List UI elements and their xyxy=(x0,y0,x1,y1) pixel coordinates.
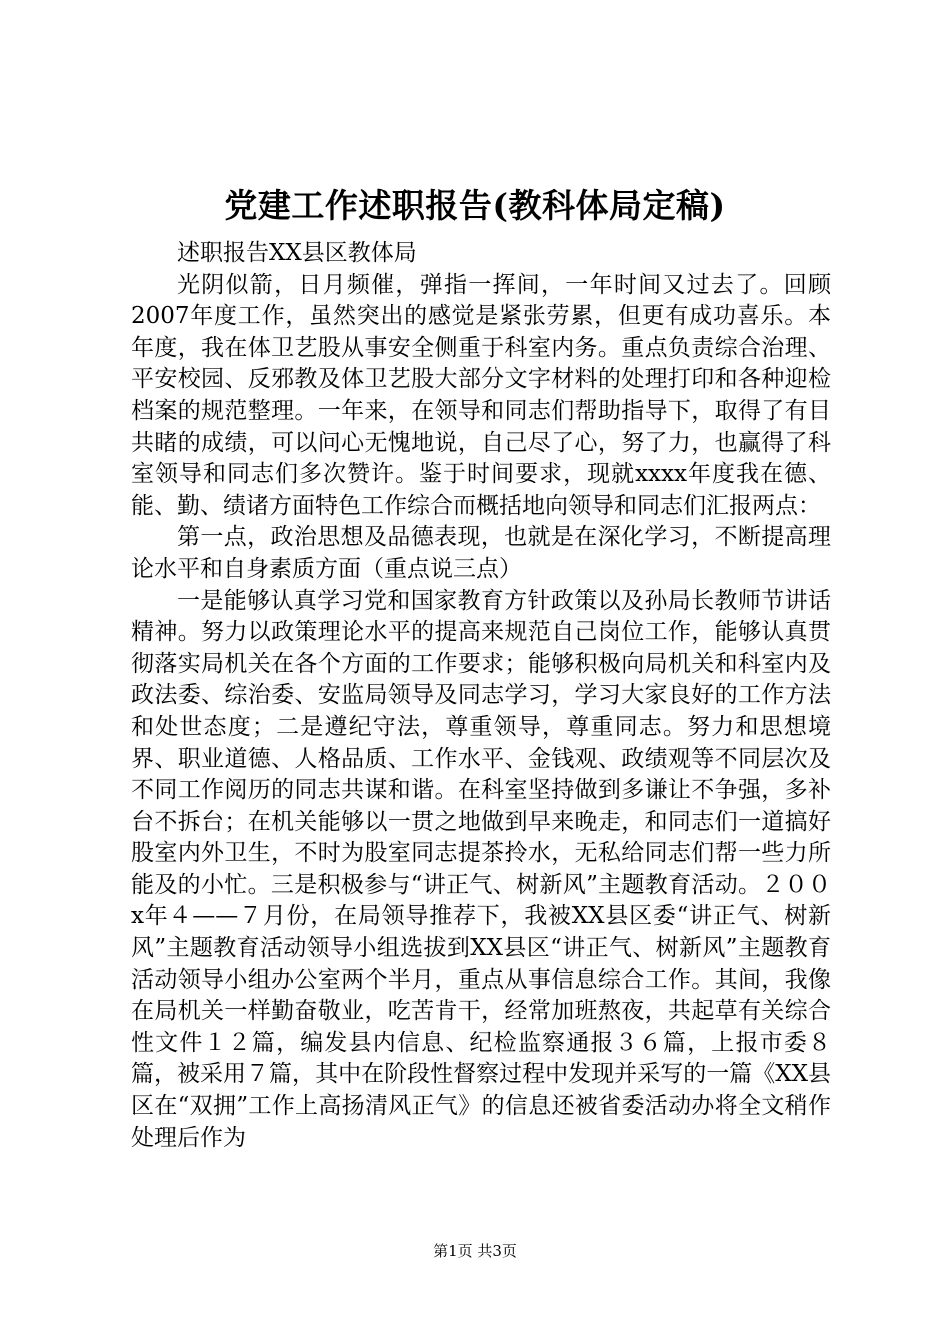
paragraph-point-one: 第一点，政治思想及品德表现，也就是在深化学习，不断提高理论水平和自身素质方面（重点说三点） xyxy=(131,524,831,582)
paragraph-intro: 光阴似箭，日月频催，弹指一挥间，一年时间又过去了。回顾2007年度工作，虽然突出的感觉是紧张劳累，但更有成功喜乐。本年度，我在体卫艺股从事安全侧重于科室内务。重点负责综合治理、平安校园、反邪教及体卫艺股大部分文字材料的处理打印和各种迎检档案的规范整理。一年来，在领导和同志们帮助指导下，取得了有目共睹的成绩，可以问心无愧地说，自己尽了心，努了力，也赢得了科室领导和同志们多次赞许。鉴于时间要求，现就xxxx年度我在德、能、勤、绩诸方面特色工作综合而概括地向领导和同志们汇报两点： xyxy=(131,271,831,519)
paragraph-details: 一是能够认真学习党和国家教育方针政策以及孙局长教师节讲话精神。努力以政策理论水平的提高来规范自己岗位工作，能够认真贯彻落实局机关在各个方面的工作要求；能够积极向局机关和科室内及政法委、综治委、安监局领导及同志学习，学习大家良好的工作方法和处世态度；二是遵纪守法，尊重领导，尊重同志。努力和思想境界、职业道德、人格品质、工作水平、金钱观、政绩观等不同层次及不同工作阅历的同志共谋和谐。在科室坚持做到多谦让不争强，多补台不拆台；在机关能够以一贯之地做到早来晚走，和同志们一道搞好股室内外卫生，不时为股室同志提茶拎水，无私给同志们帮一些力所能及的小忙。三是积极参与“讲正气、树新风”主题教育活动。２００x年４——７月份，在局领导推荐下，我被XX县区委“讲正气、树新风”主题教育活动领导小组选拔到XX县区“讲正气、树新风”主题教育活动领导小组办公室两个半月，重点从事信息综合工作。其间，我像在局机关一样勤奋敬业，吃苦肯干，经常加班熬夜，共起草有关综合性文件１２篇，编发县内信息、纪检监察通报３６篇，上报市委８篇，被采用７篇，其中在阶段性督察过程中发现并采写的一篇《XX县区在“双拥”工作上高扬清风正气》的信息还被省委活动办将全文稍作处理后作为 xyxy=(131,587,831,1151)
document-body xyxy=(131,238,831,1154)
paragraph-subtitle: 述职报告XX县区教体局 xyxy=(177,240,417,266)
page-footer: 第1页 共3页 xyxy=(433,1242,517,1260)
document-title: 党建工作述职报告(教科体局定稿) xyxy=(224,186,726,225)
